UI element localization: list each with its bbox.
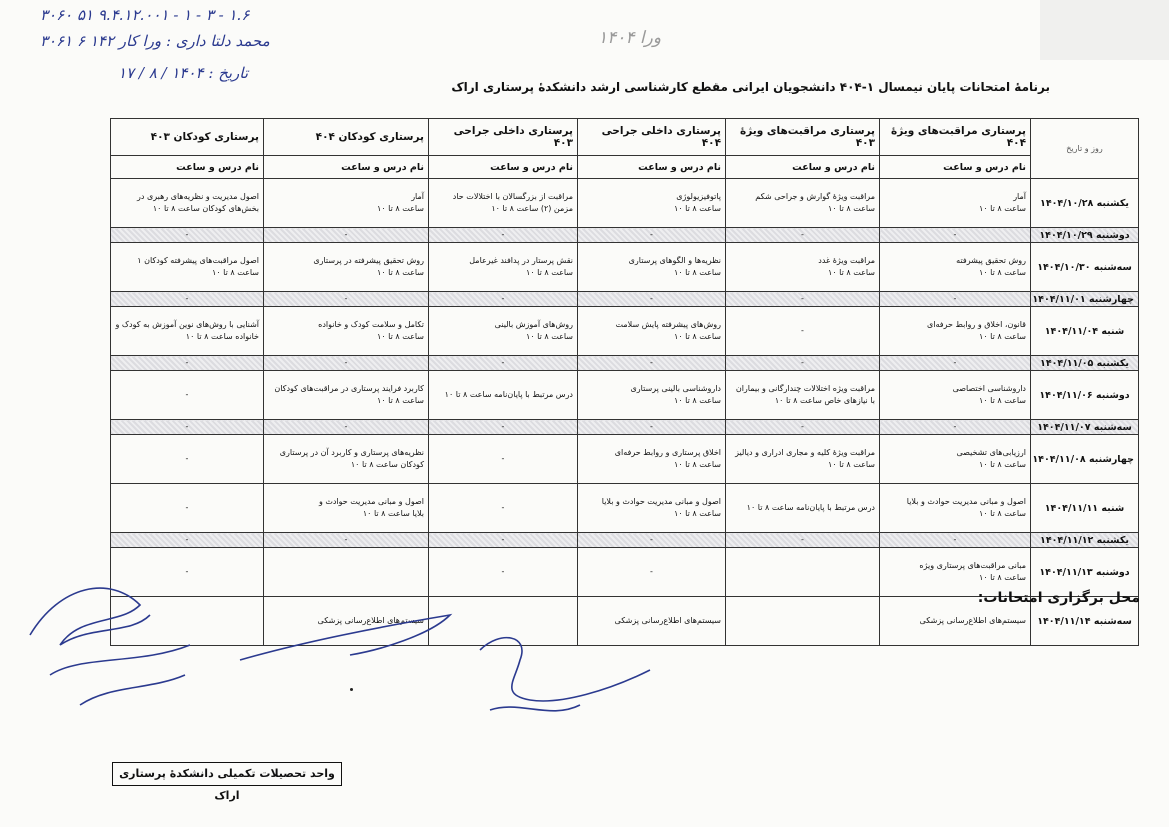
course-cell bbox=[429, 548, 578, 597]
course-line: - bbox=[501, 454, 505, 463]
course-line: نقش پرستار در پدافند غیرعامل bbox=[469, 256, 573, 265]
course-line: - bbox=[650, 294, 653, 303]
course-line: مزمن (۲) ساعت ۸ تا ۱۰ bbox=[491, 204, 573, 213]
exam-date-cell: یکشنبه ۱۴۰۴/۱۰/۲۸ bbox=[1031, 179, 1139, 228]
course-line: - bbox=[801, 326, 804, 335]
exam-date-cell: چهارشنبه ۱۴۰۴/۱۱/۰۸ bbox=[1031, 435, 1139, 484]
course-cell bbox=[726, 533, 880, 548]
course-line: اخلاق پرستاری و روابط حرفه‌ای bbox=[614, 448, 721, 457]
signature-center bbox=[230, 600, 680, 730]
course-line: روش‌های آموزش بالینی bbox=[494, 320, 573, 329]
course-line: مراقبت ویژه اختلالات چندارگانی و بیماران bbox=[735, 384, 875, 393]
exam-date-cell: یکشنبه ۱۴۰۴/۱۱/۱۲ bbox=[1031, 533, 1139, 548]
course-cell bbox=[880, 307, 1031, 356]
course-cell bbox=[726, 435, 880, 484]
course-cell bbox=[726, 307, 880, 356]
course-line: ساعت ۸ تا ۱۰ bbox=[979, 509, 1026, 518]
course-line: - bbox=[185, 503, 189, 512]
course-line: داروشناسی اختصاصی bbox=[952, 384, 1026, 393]
course-line: - bbox=[501, 230, 505, 239]
course-line: کودکان ساعت ۸ تا ۱۰ bbox=[350, 460, 424, 469]
course-line: ساعت ۸ تا ۱۰ bbox=[377, 204, 424, 213]
course-line: اصول و مبانی مدیریت حوادث و بلایا bbox=[601, 497, 721, 506]
course-cell bbox=[429, 420, 578, 435]
course-cell bbox=[726, 356, 880, 371]
course-line: قانون، اخلاق و روابط حرفه‌ای bbox=[927, 320, 1026, 329]
course-cell bbox=[578, 371, 726, 420]
no-exam-row bbox=[111, 292, 1139, 307]
scan-edge bbox=[1040, 0, 1169, 60]
course-cell bbox=[111, 243, 264, 292]
course-cell bbox=[264, 179, 429, 228]
course-cell bbox=[264, 371, 429, 420]
course-line: - bbox=[501, 503, 505, 512]
document-title: برنامهٔ امتحانات پایان نیمسال ۱-۴۰۴ دانشجویان ایرانی مقطع کارشناسی ارشد دانشکدهٔ پرستاری اراک bbox=[451, 80, 1050, 94]
course-line: - bbox=[801, 358, 804, 367]
ink-dot bbox=[350, 688, 353, 691]
column-header: پرستاری کودکان ۴۰۳ bbox=[111, 119, 264, 156]
exam-row bbox=[111, 307, 1139, 356]
course-cell bbox=[429, 371, 578, 420]
exam-date-cell: چهارشنبه ۱۴۰۴/۱۱/۰۱ bbox=[1031, 292, 1139, 307]
column-header: پرستاری کودکان ۴۰۴ bbox=[264, 119, 429, 156]
exam-date-cell: سه‌شنبه ۱۴۰۴/۱۱/۱۴ bbox=[1031, 597, 1139, 646]
course-line: - bbox=[953, 535, 957, 544]
course-line: روش‌های پیشرفته پایش سلامت bbox=[615, 320, 721, 329]
column-header: پرستاری داخلی جراحی ۴۰۴ bbox=[578, 119, 726, 156]
schedule-body bbox=[111, 179, 1139, 646]
course-cell bbox=[880, 420, 1031, 435]
course-cell bbox=[111, 533, 264, 548]
course-cell bbox=[111, 371, 264, 420]
course-line: درس مرتبط با پایان‌نامه ساعت ۸ تا ۱۰ bbox=[746, 503, 875, 512]
course-cell bbox=[111, 484, 264, 533]
course-line: ساعت ۸ تا ۱۰ bbox=[674, 332, 721, 341]
course-line: - bbox=[501, 535, 505, 544]
course-line: مراقبت ویژهٔ کلیه و مجاری ادراری و دیالیز bbox=[735, 448, 875, 457]
course-cell bbox=[429, 356, 578, 371]
handwritten-reference-number: ۳۰۶۰ ۵۱ ۹.۴.۱۲.۰۰۱ - ۱ - ۳ - ۱.۶ bbox=[40, 6, 250, 24]
exam-row bbox=[111, 484, 1139, 533]
course-cell bbox=[429, 292, 578, 307]
course-line: - bbox=[801, 294, 804, 303]
course-cell bbox=[264, 307, 429, 356]
day-date-header: روز و تاریخ bbox=[1031, 119, 1139, 179]
course-line: آمار bbox=[1013, 192, 1026, 201]
course-cell bbox=[264, 435, 429, 484]
course-line: روش تحقیق پیشرفته bbox=[956, 256, 1026, 265]
course-cell bbox=[429, 533, 578, 548]
course-line: با نیازهای خاص ساعت ۸ تا ۱۰ bbox=[774, 396, 875, 405]
course-line: - bbox=[344, 422, 348, 431]
course-cell bbox=[880, 371, 1031, 420]
column-header: پرستاری داخلی جراحی ۴۰۳ bbox=[429, 119, 578, 156]
course-line: - bbox=[953, 358, 957, 367]
course-line: درس مرتبط با پایان‌نامه ساعت ۸ تا ۱۰ bbox=[444, 390, 573, 399]
course-line: مراقبت ویژهٔ غدد bbox=[818, 256, 875, 265]
course-line: مراقبت از بزرگسالان با اختلالات حاد bbox=[452, 192, 573, 201]
course-line: ساعت ۸ تا ۱۰ bbox=[674, 509, 721, 518]
course-line: بخش‌های کودکان ساعت ۸ تا ۱۰ bbox=[152, 204, 259, 213]
course-cell bbox=[111, 292, 264, 307]
course-line: اصول و مبانی مدیریت حوادث و bbox=[318, 497, 424, 506]
course-line: پاتوفیزیولوژی bbox=[676, 192, 721, 201]
course-line: - bbox=[501, 358, 505, 367]
exam-date-cell: یکشنبه ۱۴۰۴/۱۱/۰۵ bbox=[1031, 356, 1139, 371]
course-line: ساعت ۸ تا ۱۰ bbox=[979, 460, 1026, 469]
course-line: - bbox=[501, 422, 505, 431]
handwritten-registration-note: محمد دلتا داری : ورا کار ۱۴۲ ۶ ۳۰۶۱ bbox=[40, 32, 270, 50]
course-cell bbox=[111, 179, 264, 228]
course-line: ساعت ۸ تا ۱۰ bbox=[377, 396, 424, 405]
course-line: - bbox=[650, 567, 653, 576]
course-cell bbox=[726, 243, 880, 292]
column-header: پرستاری مراقبت‌های ویژهٔ ۴۰۴ bbox=[880, 119, 1031, 156]
course-line: ساعت ۸ تا ۱۰ bbox=[526, 268, 573, 277]
course-cell bbox=[264, 228, 429, 243]
course-line: ساعت ۸ تا ۱۰ bbox=[828, 268, 875, 277]
course-line: - bbox=[185, 390, 189, 399]
course-line: ساعت ۸ تا ۱۰ bbox=[674, 396, 721, 405]
no-exam-row bbox=[111, 228, 1139, 243]
course-line: - bbox=[344, 358, 348, 367]
exam-date-cell: شنبه ۱۴۰۴/۱۱/۰۴ bbox=[1031, 307, 1139, 356]
course-line: ساعت ۸ تا ۱۰ bbox=[979, 332, 1026, 341]
course-line: - bbox=[185, 535, 189, 544]
course-cell bbox=[880, 484, 1031, 533]
issuing-unit: واحد تحصیلات تکمیلی دانشکدهٔ پرستاری اراک bbox=[112, 762, 342, 786]
course-line: سیستم‌های اطلاع‌رسانی پزشکی bbox=[317, 616, 424, 625]
course-line: ساعت ۸ تا ۱۰ bbox=[979, 204, 1026, 213]
course-cell bbox=[726, 228, 880, 243]
course-cell bbox=[111, 435, 264, 484]
course-line: - bbox=[344, 294, 348, 303]
course-line: - bbox=[801, 230, 804, 239]
course-line: ساعت ۸ تا ۱۰ bbox=[674, 268, 721, 277]
course-cell bbox=[578, 548, 726, 597]
course-line: - bbox=[501, 294, 505, 303]
course-cell bbox=[726, 292, 880, 307]
course-cell bbox=[429, 307, 578, 356]
exam-date-cell: دوشنبه ۱۴۰۴/۱۱/۰۶ bbox=[1031, 371, 1139, 420]
course-cell bbox=[880, 179, 1031, 228]
course-line: - bbox=[185, 358, 189, 367]
course-line: ارزیابی‌های تشخیصی bbox=[956, 448, 1026, 457]
course-cell bbox=[111, 356, 264, 371]
course-line: ساعت ۸ تا ۱۰ bbox=[212, 268, 259, 277]
course-cell bbox=[578, 228, 726, 243]
course-line: - bbox=[953, 294, 957, 303]
course-line: ساعت ۸ تا ۱۰ bbox=[828, 460, 875, 469]
course-line: کاربرد فرایند پرستاری در مراقبت‌های کودکان bbox=[274, 384, 424, 393]
course-line: اصول مراقبت‌های پیشرفته کودکان ۱ bbox=[137, 256, 259, 265]
course-cell bbox=[578, 179, 726, 228]
course-cell bbox=[111, 420, 264, 435]
course-line: - bbox=[953, 422, 957, 431]
course-line: ساعت ۸ تا ۱۰ bbox=[377, 268, 424, 277]
exam-date-cell: دوشنبه ۱۴۰۴/۱۰/۲۹ bbox=[1031, 228, 1139, 243]
course-cell bbox=[726, 179, 880, 228]
course-line: - bbox=[650, 535, 653, 544]
exam-location-label: محل برگزاری امتحانات: bbox=[977, 590, 1140, 606]
course-cell bbox=[264, 484, 429, 533]
course-line: تکامل و سلامت کودک و خانواده bbox=[318, 320, 424, 329]
course-cell bbox=[264, 292, 429, 307]
course-cell bbox=[726, 484, 880, 533]
exam-row bbox=[111, 371, 1139, 420]
course-line: سیستم‌های اطلاع‌رسانی پزشکی bbox=[919, 616, 1026, 625]
course-time-subheader: نام درس و ساعت bbox=[429, 156, 578, 179]
course-line: بلایا ساعت ۸ تا ۱۰ bbox=[362, 509, 424, 518]
signature-left bbox=[20, 565, 220, 715]
exam-date-cell: شنبه ۱۴۰۴/۱۱/۱۱ bbox=[1031, 484, 1139, 533]
course-cell bbox=[264, 548, 429, 597]
course-line: اصول مدیریت و نظریه‌های رهبری در bbox=[137, 192, 259, 201]
course-cell bbox=[264, 533, 429, 548]
course-cell bbox=[880, 435, 1031, 484]
course-cell bbox=[726, 371, 880, 420]
course-line: مراقبت ویژهٔ گوارش و جراحی شکم bbox=[755, 192, 875, 201]
course-cell bbox=[111, 307, 264, 356]
course-cell bbox=[726, 548, 880, 597]
handwritten-date: تاریخ : ۱۴۰۴ / ۸ / ۱۷ bbox=[118, 64, 249, 82]
course-line: - bbox=[501, 567, 505, 576]
no-exam-row bbox=[111, 533, 1139, 548]
course-time-subheader: نام درس و ساعت bbox=[264, 156, 429, 179]
handwritten-top-note: ورا ۱۴۰۴ bbox=[598, 28, 662, 48]
course-cell bbox=[264, 356, 429, 371]
course-line: - bbox=[185, 422, 189, 431]
course-cell bbox=[578, 435, 726, 484]
course-cell bbox=[578, 356, 726, 371]
course-line: نظریه‌های پرستاری و کاربرد آن در پرستاری bbox=[279, 448, 424, 457]
course-line: اصول و مبانی مدیریت حوادث و بلایا bbox=[906, 497, 1026, 506]
course-cell bbox=[880, 292, 1031, 307]
course-cell bbox=[429, 435, 578, 484]
course-cell bbox=[429, 484, 578, 533]
course-cell bbox=[429, 228, 578, 243]
course-cell bbox=[578, 533, 726, 548]
course-cell bbox=[578, 420, 726, 435]
course-line: ساعت ۸ تا ۱۰ bbox=[377, 332, 424, 341]
course-line: نظریه‌ها و الگوهای پرستاری bbox=[628, 256, 721, 265]
course-line: ساعت ۸ تا ۱۰ bbox=[979, 573, 1026, 582]
course-line: - bbox=[344, 535, 348, 544]
course-line: آشنایی با روش‌های نوین آموزش به کودک و bbox=[115, 320, 259, 329]
no-exam-row bbox=[111, 356, 1139, 371]
course-line: - bbox=[801, 422, 804, 431]
column-header: پرستاری مراقبت‌های ویژهٔ ۴۰۳ bbox=[726, 119, 880, 156]
course-cell bbox=[578, 292, 726, 307]
course-line: خانواده ساعت ۸ تا ۱۰ bbox=[185, 332, 259, 341]
no-exam-row bbox=[111, 420, 1139, 435]
course-cell bbox=[578, 484, 726, 533]
course-line: روش تحقیق پیشرفته در پرستاری bbox=[313, 256, 424, 265]
course-cell bbox=[578, 243, 726, 292]
course-time-subheader: نام درس و ساعت bbox=[111, 156, 264, 179]
course-line: - bbox=[185, 567, 189, 576]
course-line: - bbox=[185, 454, 189, 463]
course-time-subheader: نام درس و ساعت bbox=[578, 156, 726, 179]
course-cell bbox=[880, 356, 1031, 371]
course-cell bbox=[264, 243, 429, 292]
exam-schedule-table bbox=[110, 118, 1139, 646]
course-cell bbox=[429, 179, 578, 228]
course-cell bbox=[578, 307, 726, 356]
course-line: - bbox=[801, 535, 804, 544]
exam-row bbox=[111, 179, 1139, 228]
course-line: ساعت ۸ تا ۱۰ bbox=[828, 204, 875, 213]
course-cell bbox=[111, 228, 264, 243]
course-line: سیستم‌های اطلاع‌رسانی پزشکی bbox=[614, 616, 721, 625]
exam-row bbox=[111, 435, 1139, 484]
course-line: مبانی مراقبت‌های پرستاری ویژه bbox=[919, 561, 1026, 570]
course-cell bbox=[880, 228, 1031, 243]
exam-date-cell: سه‌شنبه ۱۴۰۴/۱۱/۰۷ bbox=[1031, 420, 1139, 435]
course-cell bbox=[726, 597, 880, 646]
exam-row bbox=[111, 243, 1139, 292]
course-time-subheader: نام درس و ساعت bbox=[726, 156, 880, 179]
course-line: - bbox=[344, 230, 348, 239]
course-line: - bbox=[185, 294, 189, 303]
course-cell bbox=[264, 420, 429, 435]
course-time-subheader: نام درس و ساعت bbox=[880, 156, 1031, 179]
exam-date-cell: سه‌شنبه ۱۴۰۴/۱۰/۳۰ bbox=[1031, 243, 1139, 292]
course-line: - bbox=[953, 230, 957, 239]
course-cell bbox=[880, 243, 1031, 292]
course-line: داروشناسی بالینی پرستاری bbox=[630, 384, 721, 393]
course-line: - bbox=[650, 422, 653, 431]
course-line: ساعت ۸ تا ۱۰ bbox=[674, 460, 721, 469]
course-line: - bbox=[650, 230, 653, 239]
exam-date-cell: دوشنبه ۱۴۰۴/۱۱/۱۳ bbox=[1031, 548, 1139, 597]
course-cell bbox=[429, 243, 578, 292]
course-cell bbox=[880, 533, 1031, 548]
course-line: - bbox=[185, 230, 189, 239]
course-line: - bbox=[650, 358, 653, 367]
course-line: آمار bbox=[411, 192, 424, 201]
course-line: ساعت ۸ تا ۱۰ bbox=[979, 396, 1026, 405]
course-cell bbox=[726, 420, 880, 435]
course-line: ساعت ۸ تا ۱۰ bbox=[674, 204, 721, 213]
course-line: ساعت ۸ تا ۱۰ bbox=[979, 268, 1026, 277]
course-line: ساعت ۸ تا ۱۰ bbox=[526, 332, 573, 341]
